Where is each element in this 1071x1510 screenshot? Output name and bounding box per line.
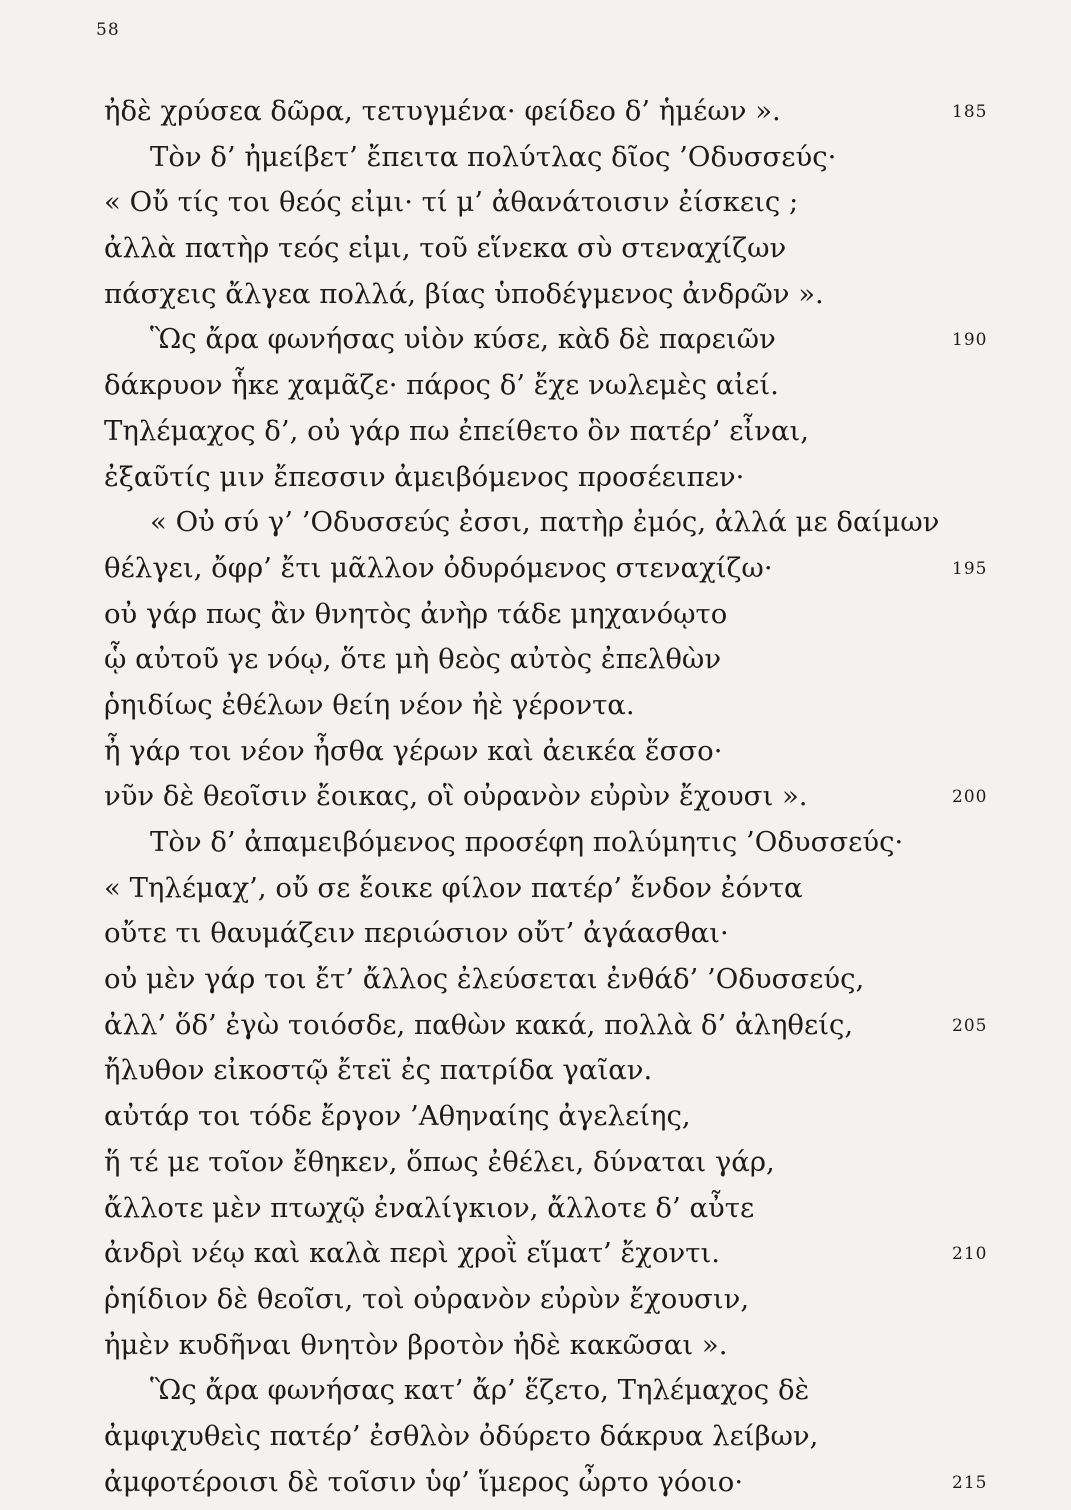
line-number: 215 (952, 1472, 988, 1493)
verse-text: πάσχεις ἄλγεα πολλά, βίας ὑποδέγμενος ἀνδρῶν ». (104, 277, 824, 310)
verse-text: « Οὔ τίς τοι θεός εἰμι· τί μ’ ἀθανάτοισιν ἐίσκεις ; (104, 186, 799, 219)
verse-line (104, 231, 1004, 277)
verse-line (104, 505, 1004, 551)
verse-text: ἐξαῦτίς μιν ἔπεσσιν ἀμειβόμενος προσέειπεν· (104, 460, 745, 493)
verse-text: ῥηίδιον δὲ θεοῖσι, τοὶ οὐρανὸν εὐρὺν ἔχουσιν, (104, 1282, 750, 1315)
verse-line (104, 1099, 1004, 1145)
verse-line (104, 1282, 1004, 1328)
verse-text: Ὣς ἄρα φωνήσας υἱὸν κύσε, κὰδ δὲ παρειῶν (150, 323, 776, 356)
verse-text: ᾧ αὐτοῦ γε νόῳ, ὅτε μὴ θεὸς αὐτὸς ἐπελθὼν (104, 643, 722, 676)
verse-text: ἥ τέ με τοῖον ἔθηκεν, ὅπως ἐθέλει, δύναται γάρ, (104, 1145, 775, 1178)
verse-line (104, 1236, 1004, 1282)
verse-text: οὐ μὲν γάρ τοι ἔτ’ ἄλλος ἐλεύσεται ἐνθάδ’ ’Οδυσσεύς, (104, 963, 865, 996)
verse-line (104, 1008, 1004, 1054)
verse-text: ἀνδρὶ νέῳ καὶ καλὰ περὶ χροῒ εἵματ’ ἔχοντι. (104, 1237, 720, 1270)
verse-line (104, 962, 1004, 1008)
verse-line (104, 1419, 1004, 1465)
verse-line (104, 779, 1004, 825)
verse-text: ἄλλοτε μὲν πτωχῷ ἐναλίγκιον, ἄλλοτε δ’ αὖτε (104, 1191, 755, 1224)
verse-text-block (104, 94, 1004, 1510)
verse-line (104, 1373, 1004, 1419)
verse-text: « Τηλέμαχ’, οὔ σε ἔοικε φίλον πατέρ’ ἔνδον ἐόντα (104, 871, 803, 904)
verse-text: οὐ γάρ πως ἂν θνητὸς ἀνὴρ τάδε μηχανόῳτο (104, 597, 728, 630)
line-number: 195 (952, 558, 988, 579)
verse-line (104, 1053, 1004, 1099)
verse-line (104, 734, 1004, 780)
verse-text: ἠμὲν κυδῆναι θνητὸν βροτὸν ἠδὲ κακῶσαι ». (104, 1328, 728, 1361)
verse-line (104, 642, 1004, 688)
verse-line (104, 1191, 1004, 1237)
verse-line (104, 277, 1004, 323)
verse-line (104, 322, 1004, 368)
verse-text: δάκρυον ἧκε χαμᾶζε· πάρος δ’ ἔχε νωλεμὲς αἰεί. (104, 369, 779, 402)
line-number: 190 (952, 330, 988, 351)
page-number: 58 (96, 20, 120, 40)
verse-text: ῥηιδίως ἐθέλων θείη νέον ἠὲ γέροντα. (104, 688, 635, 721)
verse-text: ἀλλ’ ὅδ’ ἐγὼ τοιόσδε, παθὼν κακά, πολλὰ δ’ ἀληθείς, (104, 1008, 854, 1041)
verse-text: νῦν δὲ θεοῖσιν ἔοικας, οἳ οὐρανὸν εὐρὺν ἔχουσι ». (104, 780, 808, 813)
verse-line (104, 368, 1004, 414)
verse-text: Τὸν δ’ ἀπαμειβόμενος προσέφη πολύμητις ’Οδυσσεύς· (150, 826, 904, 858)
verse-line (104, 185, 1004, 231)
verse-line (104, 1465, 1004, 1510)
verse-text: ἀμφοτέροισι δὲ τοῖσιν ὑφ’ ἵμερος ὦρτο γόοιο· (104, 1465, 744, 1498)
verse-text: αὐτάρ τοι τόδε ἔργον ’Αθηναίης ἀγελείης, (104, 1100, 691, 1133)
verse-line (104, 825, 1004, 871)
verse-line (104, 1328, 1004, 1374)
verse-line (104, 916, 1004, 962)
verse-line (104, 460, 1004, 506)
verse-text: οὔτε τι θαυμάζειν περιώσιον οὔτ’ ἀγάασθαι· (104, 917, 729, 950)
verse-text: θέλγει, ὄφρ’ ἔτι μᾶλλον ὀδυρόμενος στεναχίζω· (104, 551, 773, 584)
verse-line (104, 871, 1004, 917)
verse-text: ἀλλὰ πατὴρ τεός εἰμι, τοῦ εἵνεκα σὺ στεναχίζων (104, 232, 787, 265)
verse-text: ἤλυθον εἰκοστῷ ἔτεϊ ἐς πατρίδα γαῖαν. (104, 1054, 653, 1087)
verse-text: ἠδὲ χρύσεα δῶρα, τετυγμένα· φείδεο δ’ ἡμέων ». (104, 95, 781, 127)
line-number: 205 (952, 1015, 988, 1036)
verse-line (104, 94, 1004, 140)
verse-line (104, 597, 1004, 643)
line-number: 210 (952, 1244, 988, 1265)
verse-line (104, 688, 1004, 734)
verse-line (104, 140, 1004, 186)
verse-line (104, 414, 1004, 460)
verse-text: ἦ γάρ τοι νέον ἦσθα γέρων καὶ ἀεικέα ἕσσο· (104, 734, 723, 767)
verse-text: ἀμφιχυθεὶς πατέρ’ ἐσθλὸν ὀδύρετο δάκρυα λείβων, (104, 1419, 819, 1452)
line-number: 200 (952, 787, 988, 808)
verse-text: Ὣς ἄρα φωνήσας κατ’ ἄρ’ ἕζετο, Τηλέμαχος δὲ (150, 1374, 810, 1407)
verse-line (104, 1145, 1004, 1191)
line-number: 185 (952, 102, 988, 122)
verse-text: Τὸν δ’ ἠμείβετ’ ἔπειτα πολύτλας δῖος ’Οδυσσεύς· (150, 140, 837, 173)
verse-line (104, 551, 1004, 597)
verse-text: Τηλέμαχος δ’, οὐ γάρ πω ἐπείθετο ὃν πατέρ’ εἶναι, (104, 414, 810, 447)
verse-text: « Οὐ σύ γ’ ’Οδυσσεύς ἐσσι, πατὴρ ἐμός, ἀλλά με δαίμων (150, 506, 940, 539)
